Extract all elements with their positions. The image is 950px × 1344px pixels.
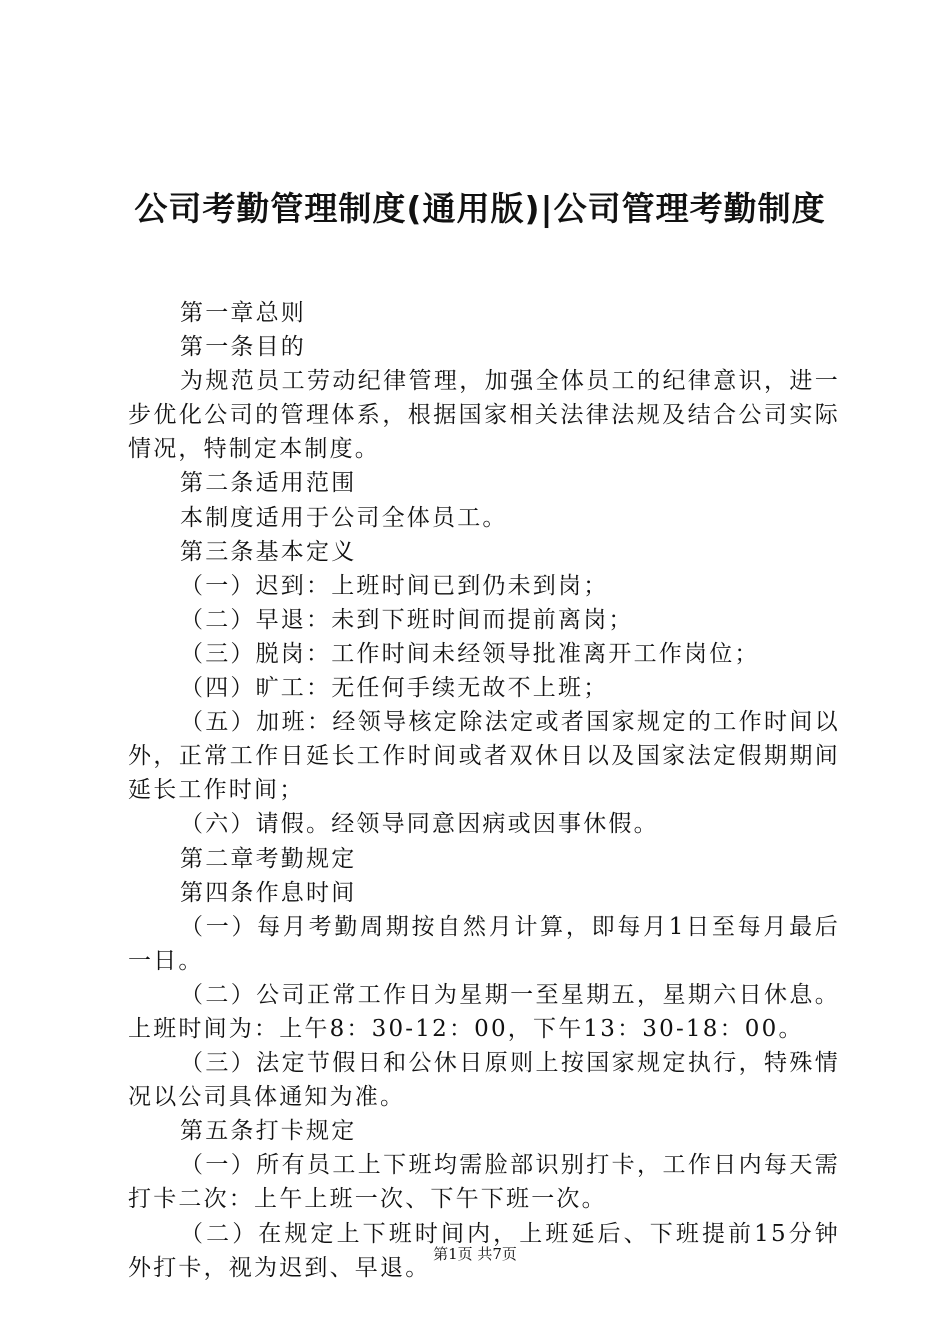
paragraph-definition-1: （一）迟到：上班时间已到仍未到岗；	[180, 572, 609, 599]
document-title: 公司考勤管理制度(通用版)|公司管理考勤制度	[134, 189, 826, 228]
paragraph-article-4-item-3: （三）法定节假日和公休日原则上按国家规定执行，特殊情况以公司具体通知为准。	[128, 1050, 840, 1111]
paragraph-article-2-text: 本制度适用于公司全体员工。	[180, 504, 508, 531]
paragraph-article-5-item-1: （一）所有员工上下班均需脸部识别打卡，工作日内每天需打卡二次：上午上班一次、下午下班一次。	[128, 1152, 840, 1213]
paragraph-definition-3: （三）脱岗：工作时间未经领导批准离开工作岗位；	[180, 640, 760, 667]
paragraph-article-1-text: 为规范员工劳动纪律管理，加强全体员工的纪律意识，进一步优化公司的管理体系，根据国家相关法律法规及结合公司实际情况，特制定本制度。	[128, 368, 840, 463]
document-body	[128, 296, 840, 1285]
paragraph-article-2-heading: 第二条适用范围	[180, 470, 357, 497]
paragraph-article-5-item-2: （二）在规定上下班时间内，上班延后、下班提前15分钟外打卡，视为迟到、早退。	[128, 1220, 840, 1281]
paragraph-article-1-heading: 第一条目的	[180, 334, 306, 361]
paragraph-definition-4: （四）旷工：无任何手续无故不上班；	[180, 675, 609, 702]
paragraph-chapter-1: 第一章总则	[180, 300, 306, 326]
paragraph-article-4-heading: 第四条作息时间	[180, 879, 357, 906]
paragraph-definition-5: （五）加班：经领导核定除法定或者国家规定的工作时间以外，正常工作日延长工作时间或者双休日以及国家法定假期期间延长工作时间；	[128, 709, 840, 804]
paragraph-article-4-item-1: （一）每月考勤周期按自然月计算，即每月1日至每月最后一日。	[128, 913, 840, 974]
paragraph-definition-2: （二）早退：未到下班时间而提前离岗；	[180, 606, 634, 633]
page-number-footer: 第1页 共7页	[433, 1245, 517, 1263]
paragraph-article-3-heading: 第三条基本定义	[180, 538, 357, 565]
paragraph-definition-6: （六）请假。经领导同意因病或因事休假。	[180, 811, 659, 838]
paragraph-chapter-2: 第二章考勤规定	[180, 845, 357, 872]
paragraph-article-4-item-2: （二）公司正常工作日为星期一至星期五，星期六日休息。上班时间为：上午8：30-12：00，下午13：30-18：00。	[128, 981, 840, 1042]
paragraph-article-5-heading: 第五条打卡规定	[180, 1118, 357, 1145]
